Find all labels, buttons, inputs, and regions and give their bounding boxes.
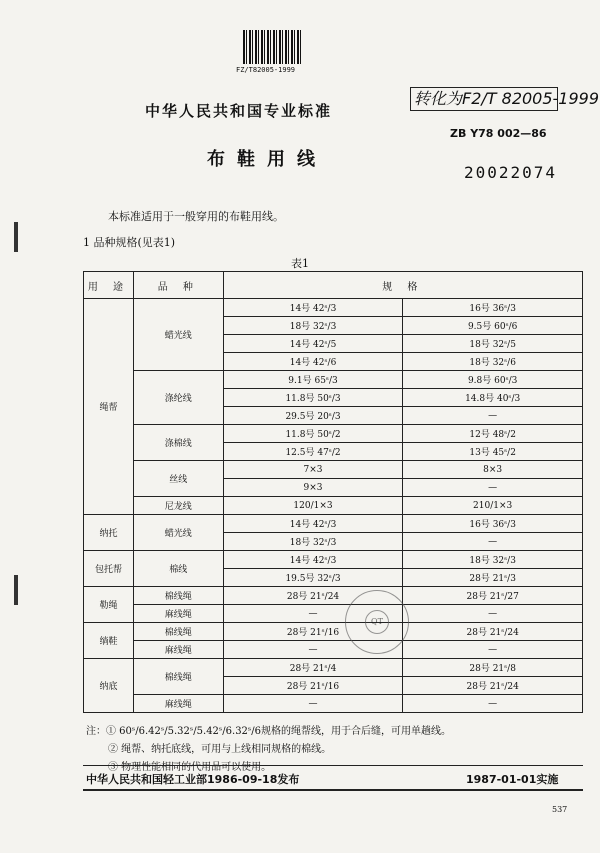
cell-spec: 14号 42ˢ/3 bbox=[223, 515, 403, 533]
table-row bbox=[84, 605, 583, 623]
table-row bbox=[84, 371, 583, 389]
cell-spec: 29.5号 20ˢ/3 bbox=[223, 407, 403, 425]
table-row bbox=[84, 299, 583, 317]
serial-number: 20022074 bbox=[464, 163, 558, 182]
cell-spec: 28号 21ˢ/24 bbox=[403, 623, 583, 641]
cell-use: 纳底 bbox=[84, 659, 134, 713]
cell-spec: 28号 21ˢ/16 bbox=[223, 677, 403, 695]
cell-use: 绳帮 bbox=[84, 299, 134, 515]
cell-spec: 18号 32ˢ/3 bbox=[403, 551, 583, 569]
cell-spec: 14号 42ˢ/3 bbox=[223, 551, 403, 569]
cell-variety: 涤棉线 bbox=[133, 425, 223, 461]
cell-variety: 棉线 bbox=[133, 551, 223, 587]
margin-mark bbox=[14, 575, 18, 605]
notes bbox=[86, 723, 451, 777]
cell-variety: 棉线绳 bbox=[133, 623, 223, 641]
cell-spec: 14号 42ˢ/5 bbox=[223, 335, 403, 353]
cell-spec: 11.8号 50ˢ/2 bbox=[223, 425, 403, 443]
footer-rule bbox=[83, 789, 583, 791]
cell-spec: 19.5号 32ˢ/3 bbox=[223, 569, 403, 587]
cell-spec: — bbox=[403, 479, 583, 497]
cell-use: 勒绳 bbox=[84, 587, 134, 623]
table-row bbox=[84, 425, 583, 443]
cell-variety: 棉线绳 bbox=[133, 659, 223, 695]
cell-spec: — bbox=[223, 695, 403, 713]
cell-spec: 28号 21ˢ/4 bbox=[223, 659, 403, 677]
table-row bbox=[84, 461, 583, 479]
cell-spec: 210/1×3 bbox=[403, 497, 583, 515]
note-line: ② 绳帮、纳托底线，可用与上线相同规格的棉线。 bbox=[108, 744, 332, 755]
cell-spec: 11.8号 50ˢ/3 bbox=[223, 389, 403, 407]
table-row bbox=[84, 587, 583, 605]
cell-spec: 14.8号 40ˢ/3 bbox=[403, 389, 583, 407]
table-row bbox=[84, 623, 583, 641]
issue-date: 中华人民共和国轻工业部1986-09-18发布 bbox=[86, 773, 300, 786]
inspection-stamp bbox=[345, 590, 409, 654]
cell-spec: 8×3 bbox=[403, 461, 583, 479]
cell-spec: 28号 21ˢ/24 bbox=[223, 587, 403, 605]
intro-paragraph: 本标准适用于一般穿用的布鞋用线。 bbox=[108, 210, 284, 223]
document-title: 布鞋用线 bbox=[207, 149, 327, 170]
table-row bbox=[84, 497, 583, 515]
cell-variety: 涤纶线 bbox=[133, 371, 223, 425]
cell-variety: 尼龙线 bbox=[133, 497, 223, 515]
table-row bbox=[84, 695, 583, 713]
cell-spec: — bbox=[403, 695, 583, 713]
section-heading: 1 品种规格(见表1) bbox=[83, 236, 176, 249]
cell-use: 绱鞋 bbox=[84, 623, 134, 659]
note-line: ③ 物理性能相同的代用品可以使用。 bbox=[108, 762, 272, 773]
margin-mark bbox=[14, 222, 18, 252]
stamp-mark: QT bbox=[365, 610, 389, 634]
cell-use: 包托帮 bbox=[84, 551, 134, 587]
cell-spec: 9.1号 65ˢ/3 bbox=[223, 371, 403, 389]
cell-spec: 28号 21ˢ/16 bbox=[223, 623, 403, 641]
cell-spec: 28号 21ˢ/24 bbox=[403, 677, 583, 695]
cell-spec: 18号 32ˢ/5 bbox=[403, 335, 583, 353]
effective-date: 1987-01-01实施 bbox=[466, 773, 559, 786]
barcode bbox=[243, 30, 303, 64]
cell-spec: 18号 32ˢ/6 bbox=[403, 353, 583, 371]
cell-variety: 麻线绳 bbox=[133, 695, 223, 713]
cell-spec: — bbox=[403, 533, 583, 551]
cell-spec: 28号 21ˢ/8 bbox=[403, 659, 583, 677]
table-row bbox=[84, 515, 583, 533]
cell-variety: 棉线绳 bbox=[133, 587, 223, 605]
org-title: 中华人民共和国专业标准 bbox=[145, 102, 333, 120]
table-row bbox=[84, 551, 583, 569]
table-header-row bbox=[84, 272, 583, 299]
cell-spec: — bbox=[403, 407, 583, 425]
cell-spec: 16号 36ˢ/3 bbox=[403, 515, 583, 533]
cell-spec: — bbox=[403, 641, 583, 659]
footer-rule bbox=[83, 765, 583, 766]
cell-spec: 18号 32ˢ/3 bbox=[223, 317, 403, 335]
cell-spec: 16号 36ˢ/3 bbox=[403, 299, 583, 317]
cell-use: 纳托 bbox=[84, 515, 134, 551]
cell-spec: 14号 42ˢ/3 bbox=[223, 299, 403, 317]
spec-table bbox=[83, 271, 583, 713]
cell-spec: 7×3 bbox=[223, 461, 403, 479]
cell-spec: 28号 21ˢ/3 bbox=[403, 569, 583, 587]
note-line: 注：① 60ˢ/6.42ˢ/5.32ˢ/5.42ˢ/6.32ˢ/6规格的绳帮线，用于合后缝，可用单趟线。 bbox=[86, 726, 452, 737]
cell-variety: 麻线绳 bbox=[133, 605, 223, 623]
handwritten-note: 转化为F2/T 82005-1999 bbox=[410, 87, 558, 111]
cell-spec: 13号 45ˢ/2 bbox=[403, 443, 583, 461]
table-row bbox=[84, 659, 583, 677]
cell-variety: 蜡光线 bbox=[133, 515, 223, 551]
cell-spec: 14号 42ˢ/6 bbox=[223, 353, 403, 371]
cell-spec: 12号 48ˢ/2 bbox=[403, 425, 583, 443]
cell-variety: 麻线绳 bbox=[133, 641, 223, 659]
cell-spec: — bbox=[403, 605, 583, 623]
header-use: 用 途 bbox=[84, 272, 134, 299]
page-number: 537 bbox=[552, 805, 568, 814]
header-spec: 规 格 bbox=[223, 272, 582, 299]
cell-spec: 9.8号 60ˢ/3 bbox=[403, 371, 583, 389]
cell-variety: 丝线 bbox=[133, 461, 223, 497]
cell-spec: — bbox=[223, 641, 403, 659]
cell-spec: 12.5号 47ˢ/2 bbox=[223, 443, 403, 461]
cell-spec: — bbox=[223, 605, 403, 623]
cell-variety: 蜡光线 bbox=[133, 299, 223, 371]
cell-spec: 18号 32ˢ/3 bbox=[223, 533, 403, 551]
header-variety: 品 种 bbox=[133, 272, 223, 299]
table-caption: 表1 bbox=[291, 257, 309, 270]
table-row bbox=[84, 641, 583, 659]
cell-spec: 9.5号 60ˢ/6 bbox=[403, 317, 583, 335]
cell-spec: 28号 21ˢ/27 bbox=[403, 587, 583, 605]
standard-code: ZB Y78 002—86 bbox=[450, 127, 547, 140]
barcode-code: FZ/T82005-1999 bbox=[236, 66, 296, 74]
cell-spec: 9×3 bbox=[223, 479, 403, 497]
cell-spec: 120/1×3 bbox=[223, 497, 403, 515]
